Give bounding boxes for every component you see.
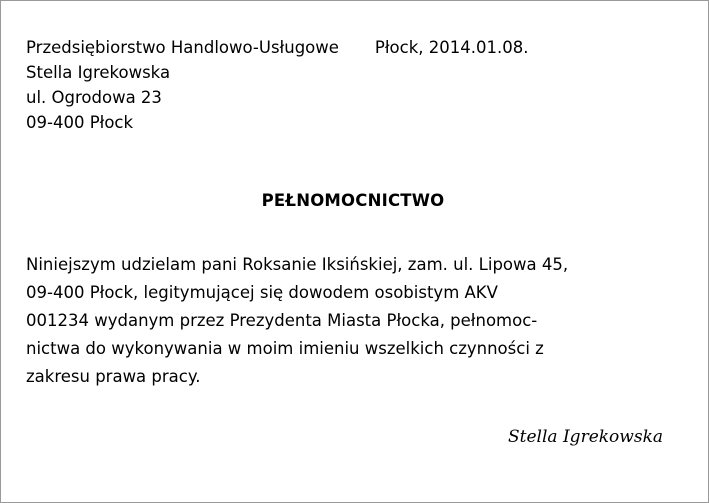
place-and-date: Płock, 2014.01.08. (374, 38, 529, 57)
body-line-5: zakresu prawa pracy. (26, 367, 201, 386)
sender-line-4: 09-400 Płock (26, 113, 134, 132)
sender-line-1: Przedsiębiorstwo Handlowo-Usługowe (26, 38, 339, 57)
body-line-3: 001234 wydanym przez Prezydenta Miasta Płocka, pełnomoc- (26, 311, 538, 330)
body-line-1: Niniejszym udzielam pani Roksanie Iksińskiej, zam. ul. Lipowa 45, (26, 255, 569, 274)
sender-line-2: Stella Igrekowska (26, 63, 171, 82)
sender-address-block (26, 35, 339, 135)
signature: Stella Igrekowska (508, 427, 663, 447)
document-header (26, 35, 680, 135)
sender-line-3: ul. Ogrodowa 23 (26, 88, 162, 107)
document-title: PEŁNOMOCNICTWO (261, 191, 445, 210)
document-body (26, 251, 680, 391)
body-line-2: 09-400 Płock, legitymującej się dowodem osobistym AKV (26, 283, 498, 302)
body-line-4: nictwa do wykonywania w moim imieniu wszelkich czynności z (26, 339, 544, 358)
